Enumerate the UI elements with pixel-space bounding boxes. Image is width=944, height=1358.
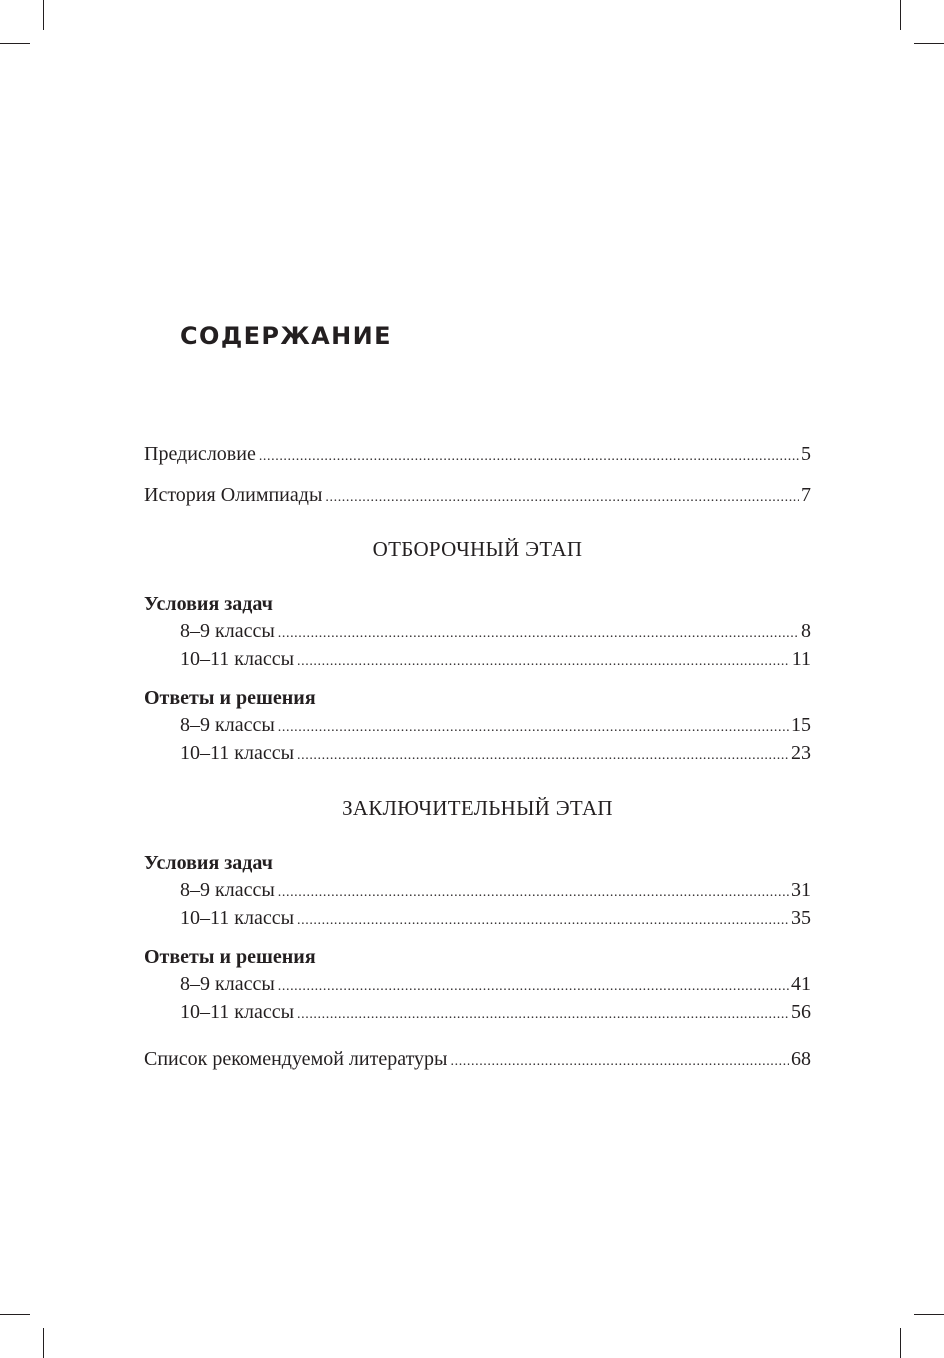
toc-entry-label: 10–11 классы xyxy=(180,1001,295,1023)
toc-entry-page: 8 xyxy=(801,620,811,642)
toc-entry-page: 31 xyxy=(791,879,811,901)
toc-entry-label: Список рекомендуемой литературы xyxy=(144,1048,448,1070)
toc-entry-page: 35 xyxy=(791,907,811,929)
toc-entry-page: 15 xyxy=(791,714,811,736)
toc-entry[interactable] xyxy=(180,970,811,998)
toc-entry-page: 11 xyxy=(791,648,811,670)
section-heading: ЗАКЛЮЧИТЕЛЬНЫЙ ЭТАП xyxy=(342,796,613,820)
dot-leader xyxy=(278,620,799,648)
toc-entry[interactable] xyxy=(180,645,811,673)
toc-entry-label: 8–9 классы xyxy=(180,879,275,901)
toc-entry-label: 8–9 классы xyxy=(180,714,275,736)
group-heading: Ответы и решения xyxy=(144,946,316,968)
toc-entry-label: 10–11 классы xyxy=(180,907,295,929)
crop-mark xyxy=(900,1328,901,1358)
toc-entry[interactable] xyxy=(144,1045,811,1073)
toc-entry-label: Предисловие xyxy=(144,443,256,465)
crop-mark xyxy=(0,1314,30,1315)
toc-entry[interactable] xyxy=(144,440,811,468)
toc-entry-page: 56 xyxy=(791,1001,811,1023)
toc-entry-label: История Олимпиады xyxy=(144,484,323,506)
crop-mark xyxy=(43,1328,44,1358)
toc-entry[interactable] xyxy=(180,904,811,932)
toc-entry-page: 7 xyxy=(801,484,811,506)
toc-entry-page: 23 xyxy=(791,742,811,764)
toc-entry-label: 10–11 классы xyxy=(180,742,295,764)
toc-entry-page: 41 xyxy=(791,973,811,995)
toc-entry-label: 8–9 классы xyxy=(180,620,275,642)
crop-mark xyxy=(900,0,901,30)
group-heading: Условия задач xyxy=(144,593,273,615)
crop-mark xyxy=(0,43,30,44)
crop-mark xyxy=(43,0,44,30)
dot-leader xyxy=(297,648,790,676)
toc-entry-page: 68 xyxy=(791,1048,811,1070)
toc-entry[interactable] xyxy=(180,876,811,904)
dot-leader xyxy=(278,714,789,742)
toc-entry[interactable] xyxy=(180,617,811,645)
toc-entry-label: 8–9 классы xyxy=(180,973,275,995)
dot-leader xyxy=(297,1001,789,1029)
toc-entry[interactable] xyxy=(180,711,811,739)
dot-leader xyxy=(259,443,799,471)
toc-entry-page: 5 xyxy=(801,443,811,465)
dot-leader xyxy=(278,973,789,1001)
dot-leader xyxy=(451,1048,790,1076)
section-heading: ОТБОРОЧНЫЙ ЭТАП xyxy=(372,537,583,561)
crop-mark xyxy=(914,43,944,44)
page-title: СОДЕРЖАНИЕ xyxy=(180,322,392,350)
crop-mark xyxy=(914,1314,944,1315)
group-heading: Ответы и решения xyxy=(144,687,316,709)
dot-leader xyxy=(325,484,799,512)
toc-entry[interactable] xyxy=(180,739,811,767)
group-heading: Условия задач xyxy=(144,852,273,874)
toc-entry-label: 10–11 классы xyxy=(180,648,295,670)
dot-leader xyxy=(297,907,789,935)
toc-entry[interactable] xyxy=(180,998,811,1026)
dot-leader xyxy=(297,742,789,770)
dot-leader xyxy=(278,879,789,907)
toc-entry[interactable] xyxy=(144,481,811,509)
